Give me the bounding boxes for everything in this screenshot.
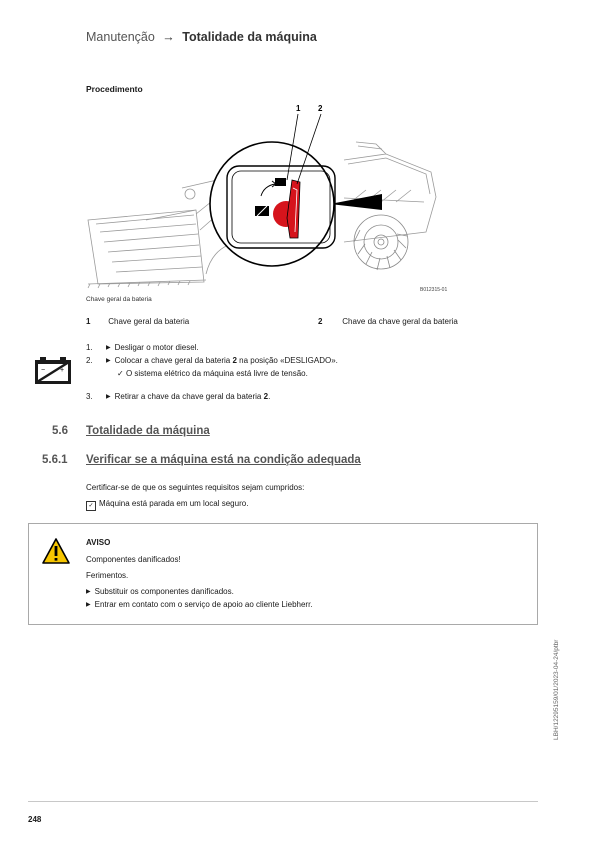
battery-switch-illustration bbox=[86, 102, 454, 294]
step-3 bbox=[86, 392, 270, 401]
legend-item-2 bbox=[318, 317, 458, 326]
figure-callout-1: 1 bbox=[296, 104, 301, 113]
legend-num: 1 bbox=[86, 317, 91, 326]
svg-text:+: + bbox=[60, 367, 65, 374]
header-chapter: Totalidade da máquina bbox=[182, 30, 317, 44]
step-bold-ref: 2 bbox=[232, 356, 237, 365]
notice-title: AVISO bbox=[86, 538, 111, 547]
step-text: na posição «DESLIGADO». bbox=[236, 356, 338, 365]
subsection-number: 5.6.1 bbox=[42, 454, 68, 466]
notice-consequence: Ferimentos. bbox=[86, 571, 129, 580]
notice-action-2 bbox=[86, 600, 313, 609]
notice-action-1 bbox=[86, 587, 234, 596]
step-2 bbox=[86, 356, 338, 365]
step-result-text: O sistema elétrico da máquina está livre de tensão. bbox=[125, 369, 308, 378]
step-result bbox=[117, 369, 308, 378]
action-triangle-icon: ▶ bbox=[106, 394, 111, 400]
warning-icon bbox=[41, 537, 71, 565]
step-1 bbox=[86, 343, 199, 352]
notice-action-text: Entrar em contato com o serviço de apoio ao cliente Liebherr. bbox=[94, 600, 313, 609]
legend-text: Chave da chave geral da bateria bbox=[342, 317, 458, 326]
footer-divider bbox=[28, 801, 538, 802]
step-number: 3. bbox=[86, 392, 93, 401]
subsection-title: Verificar se a máquina está na condição adequada bbox=[86, 454, 361, 466]
procedure-label: Procedimento bbox=[86, 84, 143, 94]
header-arrow-icon: → bbox=[162, 30, 175, 44]
legend-num: 2 bbox=[318, 317, 323, 326]
figure-caption: Chave geral da bateria bbox=[86, 296, 152, 303]
notice-action-text: Substituir os componentes danificados. bbox=[94, 587, 234, 596]
action-triangle-icon: ▶ bbox=[86, 589, 91, 595]
step-text: Colocar a chave geral da bateria bbox=[114, 356, 233, 365]
document-code: LBH/12295159/01/2023-04-24/ptbr bbox=[553, 639, 560, 740]
battery-disconnect-icon bbox=[34, 355, 72, 385]
requirement-text: Máquina está parada em um local seguro. bbox=[99, 499, 249, 508]
step-number: 2. bbox=[86, 356, 93, 365]
step-text: Retirar a chave da chave geral da bateria bbox=[114, 392, 264, 401]
action-triangle-icon: ▶ bbox=[106, 358, 111, 364]
legend-text: Chave geral da bateria bbox=[108, 317, 190, 326]
figure-callout-2: 2 bbox=[318, 104, 323, 113]
requirements-intro: Certificar-se de que os seguintes requisitos sejam cumpridos: bbox=[86, 483, 305, 492]
step-text: . bbox=[268, 392, 271, 401]
page-number: 248 bbox=[28, 815, 42, 824]
svg-text:−: − bbox=[41, 367, 46, 374]
step-bold-ref: 2 bbox=[263, 392, 269, 401]
action-triangle-icon: ▶ bbox=[106, 345, 111, 351]
section-title: Totalidade da máquina bbox=[86, 425, 210, 437]
checkmark-icon: ✓ bbox=[117, 369, 124, 378]
step-number: 1. bbox=[86, 343, 93, 352]
header-section: Manutenção bbox=[86, 30, 155, 44]
notice-hazard: Componentes danificados! bbox=[86, 555, 181, 564]
section-number: 5.6 bbox=[52, 425, 68, 437]
page-header bbox=[86, 30, 317, 44]
step-text: Desligar o motor diesel. bbox=[114, 343, 199, 352]
action-triangle-icon: ▶ bbox=[86, 602, 91, 608]
requirement-item bbox=[86, 499, 248, 511]
figure-code: B012315-01 bbox=[420, 287, 448, 293]
checkbox-checked-icon: ✓ bbox=[86, 501, 96, 511]
legend-item-1 bbox=[86, 317, 189, 326]
